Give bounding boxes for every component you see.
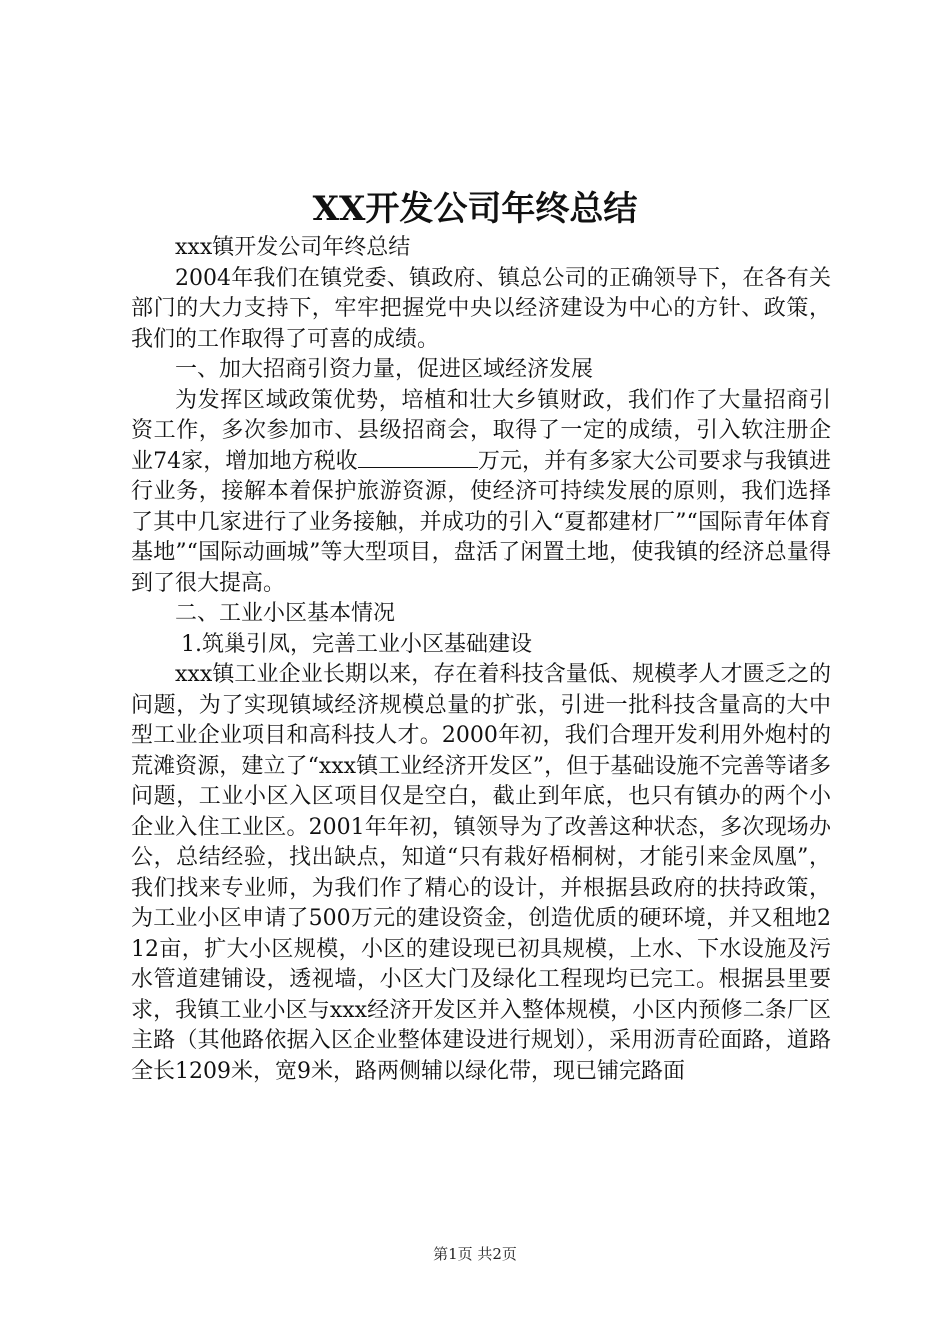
page-footer: 第1页 共2页 [433, 1245, 517, 1263]
investment-text-part-2: 万元，并有多家大公司要求与我镇进行业务，接解本着保护旅游资源，使经济可持续发展的原则，我们选择了其中几家进行了业务接触，并成功的引入“夏都建材厂”“国际青年体育基地”“国际动画城”等大型项目，盘活了闲置土地，使我镇的经济总量得到了很大提高。 [131, 448, 831, 596]
subsection-heading-1: 1.筑巢引凤，完善工业小区基础建设 [181, 631, 532, 657]
investment-paragraph [131, 386, 831, 600]
section-heading-1: 一、加大招商引资力量，促进区域经济发展 [175, 357, 594, 382]
intro-paragraph: 2004年我们在镇党委、镇政府、镇总公司的正确领导下，在各有关部门的大力支持下，牢牢把握党中央以经济建设为中心的方针、政策，我们的工作取得了可喜的成绩。 [131, 265, 831, 352]
section-heading-2: 二、工业小区基本情况 [175, 601, 396, 626]
industrial-zone-paragraph: xxx镇工业企业长期以来，存在着科技含量低、规模孝人才匮乏之的问题，为了实现镇域经济规模总量的扩张，引进一批科技含量高的大中型工业企业项目和高科技人才。2000年初，我们合理开发利用外炮村的荒滩资源，建立了“xxx镇工业经济开发区”，但于基础设施不完善等诸多问题，工业小区入区项目仅是空白，截止到年底，也只有镇办的两个小企业入住工业区。2001年年初，镇领导为了改善这种状态，多次现场办公，总结经验，找出缺点，知道“只有栽好梧桐树，才能引来金凤凰”，我们找来专业师，为我们作了精心的设计，并根据县政府的扶持政策，为工业小区申请了500万元的建设资金，创造优质的硬环境，并又租地212亩，扩大小区规模，小区的建设现已初具规模，上水、下水设施及污水管道建铺设，透视墙，小区大门及绿化工程现均已完工。根据县里要求，我镇工业小区与xxx经济开发区并入整体规模，小区内预修二条厂区主路（其他路依据入区企业整体建设进行规划），采用沥青砼面路，道路全长1209米，宽9米，路两侧辅以绿化带，现已铺完路面 [131, 662, 831, 1084]
tax-amount-blank [358, 447, 478, 468]
document-title: XX开发公司年终总结 [312, 189, 638, 229]
subtitle-paragraph: xxx镇开发公司年终总结 [175, 235, 411, 260]
investment-text-part-1: 为发挥区域政策优势，培植和壮大乡镇财政，我们作了大量招商引资工作，多次参加市、县级招商会，取得了一定的成绩，引入软注册企业74家，增加地方税收 [131, 387, 831, 474]
document-body [131, 233, 831, 1087]
